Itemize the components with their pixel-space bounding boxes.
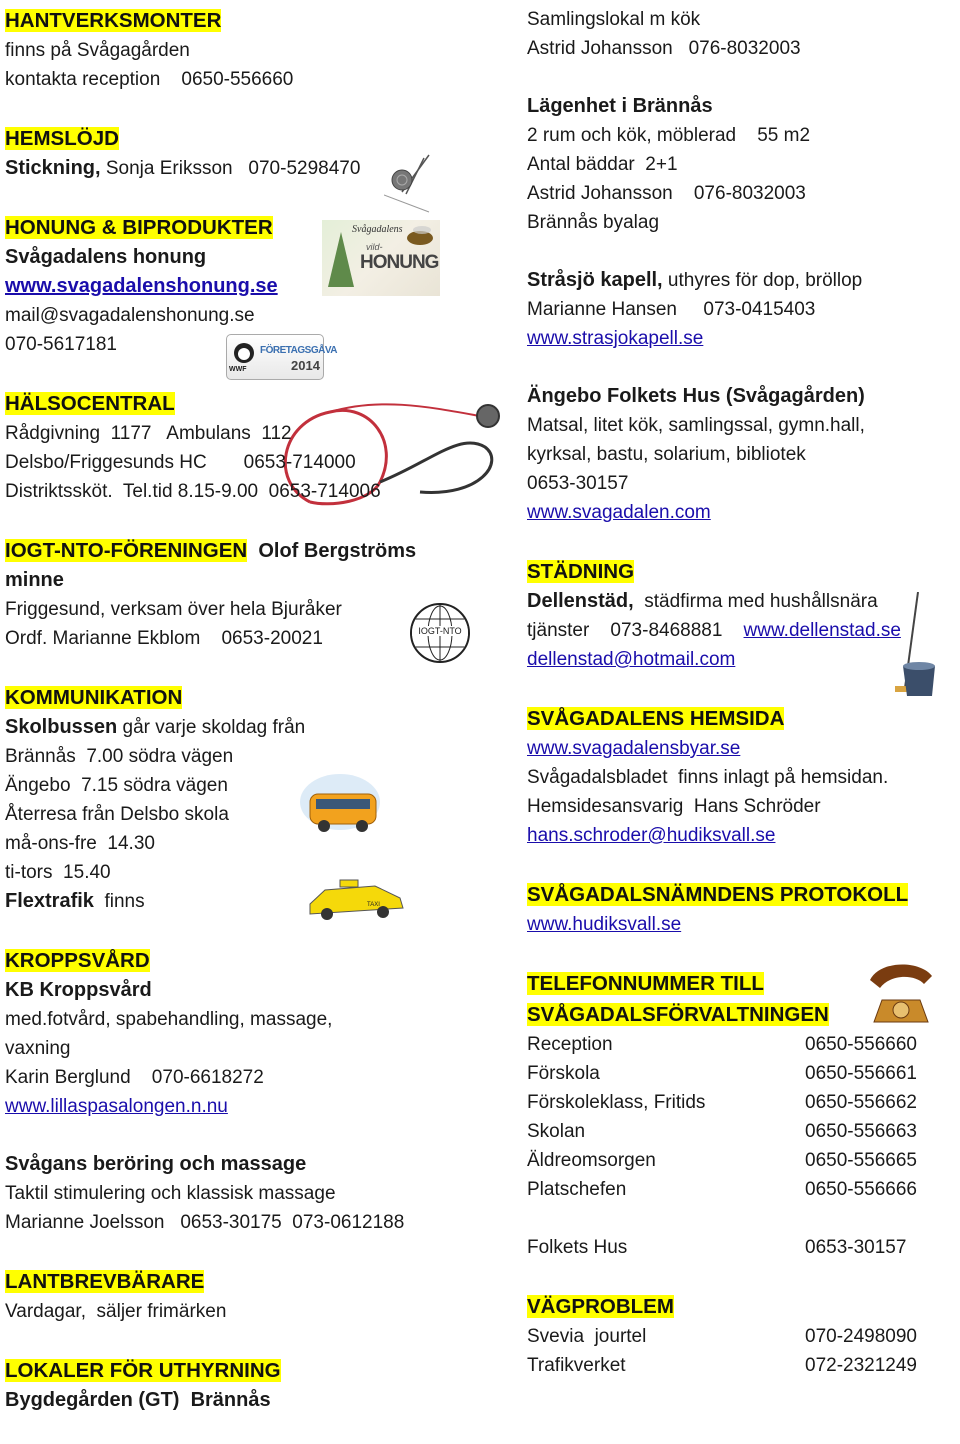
text-line	[527, 208, 957, 237]
text: Bygdegården (GT) Brännås	[5, 1389, 271, 1411]
text: Astrid Johansson 076-8032003	[527, 38, 801, 59]
phone-number: 0650-556660	[805, 1034, 917, 1055]
text-line	[527, 121, 957, 150]
section-iogt-nto-fo-reningen	[5, 535, 475, 653]
text: 2 rum och kök, möblerad 55 m2	[527, 125, 811, 146]
section-va-gproblem	[527, 1291, 957, 1380]
text-line	[5, 713, 475, 742]
text: Svågadalsbladet finns inlagt på hemsidan.	[527, 767, 889, 788]
text: Hemsidesansvarig Hans Schröder	[527, 796, 821, 817]
text: Distriktssköt. Tel.tid 8.15-9.00 0653-714006	[5, 481, 381, 502]
link[interactable]: dellenstad@hotmail.com	[527, 649, 736, 670]
phone-number: 0650-556662	[805, 1092, 917, 1113]
text: Rådgivning 1177 Ambulans 112	[5, 423, 292, 444]
text-line	[527, 999, 957, 1030]
text-line	[527, 1204, 957, 1233]
section-sta-dning	[527, 556, 957, 674]
text: Trafikverket	[527, 1355, 626, 1376]
text-line	[5, 800, 475, 829]
text: Återresa från Delsbo skola	[5, 804, 229, 825]
text-line	[5, 624, 475, 653]
section-samlingslokal-m-ko-k	[527, 5, 957, 63]
section-heading: SVÅGADALSNÄMNDENS PROTOKOLL	[527, 883, 909, 906]
text: Folkets Hus	[527, 1237, 628, 1258]
text: städfirma med hushållsnära	[633, 591, 878, 612]
text: tjänster 073-8468881	[527, 620, 744, 641]
text-line	[5, 1034, 475, 1063]
section-lokaler-fo-r-uthyrning	[5, 1355, 475, 1415]
text: Skolbussen	[5, 716, 118, 738]
left-column	[5, 5, 475, 1444]
text: går varje skoldag från	[117, 717, 306, 738]
phone-number: 0650-556663	[805, 1121, 917, 1142]
text-line	[5, 595, 475, 624]
section-heading: STÄDNING	[527, 560, 635, 583]
section-a-ngebo-folkets-hus-sva-gaga-r	[527, 382, 957, 527]
text-line	[5, 1150, 475, 1179]
text: Platschefen	[527, 1179, 627, 1200]
text: 070-5617181	[5, 334, 117, 355]
text-line	[5, 65, 475, 94]
text: Marianne Hansen 073-0415403	[527, 299, 816, 320]
section-heading: IOGT-NTO-FÖRENINGEN	[5, 539, 248, 562]
text: Karin Berglund 070-6618272	[5, 1067, 264, 1088]
section-stra-sjo-kapell	[527, 266, 957, 353]
text-line	[5, 945, 475, 976]
phone-number: 070-2498090	[805, 1326, 917, 1347]
text-line	[527, 968, 957, 999]
text: Dellenstäd,	[527, 590, 634, 612]
text: finns	[93, 891, 145, 912]
section-telefonnummer-till	[527, 968, 957, 1262]
text-line	[527, 763, 957, 792]
text-line	[5, 448, 475, 477]
section-heading: KROPPSVÅRD	[5, 949, 150, 972]
text-line	[527, 1030, 957, 1059]
text-line	[5, 742, 475, 771]
section-heading: SVÅGADALENS HEMSIDA	[527, 707, 785, 730]
text-line	[527, 1146, 957, 1175]
text-line	[527, 1088, 957, 1117]
text-line	[527, 498, 957, 527]
section-heading: HÄLSOCENTRAL	[5, 392, 175, 415]
text: Brännås byalag	[527, 212, 660, 233]
text: Ordf. Marianne Ekblom 0653-20021	[5, 628, 323, 649]
text-line	[5, 272, 475, 301]
text-line	[5, 771, 475, 800]
text: Matsal, litet kök, samlingssal, gymn.hall,	[527, 415, 865, 436]
text: Olof Bergströms	[247, 540, 417, 562]
text-line	[527, 469, 957, 498]
text-line	[527, 34, 957, 63]
section-hantverksmonter	[5, 5, 475, 94]
text-line	[527, 5, 957, 34]
wwf-gift-text: FÖRETAGSGÅVA	[260, 345, 337, 356]
section-heading: VÄGPROBLEM	[527, 1295, 674, 1318]
phone-number: 0650-556666	[805, 1179, 917, 1200]
text-line	[527, 295, 957, 324]
text-line	[527, 179, 957, 208]
section-kommunikation	[5, 682, 475, 916]
text: Marianne Joelsson 0653-30175 073-0612188	[5, 1212, 405, 1233]
text: Vardagar, säljer frimärken	[5, 1301, 227, 1322]
wwf-year-text: 2014	[291, 358, 320, 373]
text-line	[5, 1063, 475, 1092]
text: må-ons-fre 14.30	[5, 833, 155, 854]
text: Svågans beröring och massage	[5, 1153, 307, 1175]
text-line	[527, 879, 957, 910]
honey-sub-text: vild-	[366, 242, 383, 252]
text-line	[5, 301, 475, 330]
text-line	[527, 821, 957, 850]
text: med.fotvård, spabehandling, massage,	[5, 1009, 333, 1030]
section-lantbrevba-rare	[5, 1266, 475, 1326]
phone-number: 0650-556661	[805, 1063, 917, 1084]
text-line	[5, 243, 475, 272]
text-line	[527, 1059, 957, 1088]
text: Flextrafik	[5, 890, 94, 912]
link[interactable]: www.svagadalen.com	[527, 502, 711, 523]
text-line	[527, 1233, 957, 1262]
text: kontakta reception 0650-556660	[5, 69, 294, 90]
section-heading: TELEFONNUMMER TILL	[527, 972, 764, 995]
section-kroppsva-rd	[5, 945, 475, 1121]
text-line	[5, 36, 475, 65]
honey-brand-text: Svågadalens	[352, 224, 403, 235]
phone-number: 0653-30157	[805, 1237, 907, 1258]
link[interactable]: www.svagadalensbyar.se	[527, 738, 741, 759]
taxi-text: TAXI	[367, 902, 380, 908]
text-line	[527, 645, 957, 674]
text-line	[5, 123, 475, 154]
phone-number: 072-2321249	[805, 1355, 917, 1376]
text: uthyres för dop, bröllop	[662, 270, 863, 291]
text: Delsbo/Friggesunds HC 0653-714000	[5, 452, 356, 473]
text-line	[5, 5, 475, 36]
text-line	[527, 556, 957, 587]
text-line	[5, 477, 475, 506]
text: Samlingslokal m kök	[527, 9, 701, 30]
section-sva-gans-bero-ring-och-massage	[5, 1150, 475, 1237]
text: Lägenhet i Brännås	[527, 95, 713, 117]
text-line	[5, 330, 475, 359]
section-sva-gadalsna-mndens-protokoll	[527, 879, 957, 939]
text-line	[527, 1117, 957, 1146]
text-line	[5, 388, 475, 419]
text: Astrid Johansson 076-8032003	[527, 183, 806, 204]
section-heading: KOMMUNIKATION	[5, 686, 183, 709]
link[interactable]: www.hudiksvall.se	[527, 914, 682, 935]
honey-title-text: HONUNG	[360, 252, 439, 273]
section-heading: HEMSLÖJD	[5, 127, 119, 150]
text-line	[5, 976, 475, 1005]
text-line	[527, 411, 957, 440]
text-line	[5, 1266, 475, 1297]
section-honung-biprodukter	[5, 212, 475, 359]
text-line	[5, 535, 475, 566]
text-line	[5, 419, 475, 448]
text-line	[5, 1092, 475, 1121]
text-line	[527, 1322, 957, 1351]
text: Stråsjö kapell,	[527, 269, 663, 291]
text-line	[5, 1297, 475, 1326]
text-line	[527, 1291, 957, 1322]
text-line	[5, 1005, 475, 1034]
wwf-text: WWF	[229, 366, 247, 373]
section-heading: HONUNG & BIPRODUKTER	[5, 216, 273, 239]
text-line	[527, 150, 957, 179]
text: 0653-30157	[527, 473, 629, 494]
text: Förskoleklass, Fritids	[527, 1092, 706, 1113]
section-heading: SVÅGADALSFÖRVALTNINGEN	[527, 1003, 829, 1026]
text: Ängebo Folkets Hus (Svågagården)	[527, 385, 865, 407]
link[interactable]: www.dellenstad.se	[743, 620, 901, 641]
text-line	[5, 682, 475, 713]
text: mail@svagadalenshonung.se	[5, 305, 255, 326]
text: Äldreomsorgen	[527, 1150, 656, 1171]
link[interactable]: hans.schroder@hudiksvall.se	[527, 825, 776, 846]
text-line	[527, 1351, 957, 1380]
iogt-logo-text: IOGT-NTO	[412, 626, 468, 636]
section-la-genhet-i-bra-nna-s	[527, 92, 957, 237]
text-line	[5, 858, 475, 887]
section-sva-gadalens-hemsida	[527, 703, 957, 850]
text-line	[527, 440, 957, 469]
text-line	[527, 910, 957, 939]
text: Svågadalens honung	[5, 246, 207, 268]
right-column	[527, 5, 957, 1409]
text: Antal bäddar 2+1	[527, 154, 678, 175]
text: finns på Svågagården	[5, 40, 190, 61]
text: Friggesund, verksam över hela Bjuråker	[5, 599, 342, 620]
text-line	[5, 887, 475, 916]
text-line	[527, 1175, 957, 1204]
text-line	[527, 266, 957, 295]
text-line	[5, 1355, 475, 1386]
text: Sonja Eriksson 070-5298470	[100, 158, 361, 179]
text-line	[527, 382, 957, 411]
link[interactable]: www.svagadalenshonung.se	[5, 275, 278, 297]
text-line	[5, 1386, 475, 1415]
text: vaxning	[5, 1038, 71, 1059]
text-line	[5, 1208, 475, 1237]
text: Taktil stimulering och klassisk massage	[5, 1183, 336, 1204]
text-line	[527, 92, 957, 121]
text-line	[527, 587, 957, 616]
text-line	[527, 616, 957, 645]
text-line	[5, 829, 475, 858]
section-heading: LANTBREVBÄRARE	[5, 1270, 205, 1293]
text: ti-tors 15.40	[5, 862, 111, 883]
text-line	[527, 792, 957, 821]
text-line	[5, 1179, 475, 1208]
section-ha-lsocentral	[5, 388, 475, 506]
text-line	[527, 734, 957, 763]
section-heading: LOKALER FÖR UTHYRNING	[5, 1359, 281, 1382]
text-line	[5, 212, 475, 243]
section-heading: HANTVERKSMONTER	[5, 9, 222, 32]
text: Reception	[527, 1034, 613, 1055]
text: Skolan	[527, 1121, 586, 1142]
text: Ängebo 7.15 södra vägen	[5, 775, 228, 796]
text: Svevia jourtel	[527, 1326, 647, 1347]
text: Förskola	[527, 1063, 600, 1084]
text-line	[527, 703, 957, 734]
link[interactable]: www.lillaspasalongen.n.nu	[5, 1096, 228, 1117]
link[interactable]: www.strasjokapell.se	[527, 328, 704, 349]
text: minne	[5, 569, 64, 591]
text: Brännås 7.00 södra vägen	[5, 746, 234, 767]
text-line	[5, 154, 475, 183]
text-line	[527, 324, 957, 353]
phone-number: 0650-556665	[805, 1150, 917, 1171]
text-line	[5, 566, 475, 595]
text: KB Kroppsvård	[5, 979, 152, 1001]
section-hemslo-jd	[5, 123, 475, 183]
text: Stickning,	[5, 157, 101, 179]
text: kyrksal, bastu, solarium, bibliotek	[527, 444, 806, 465]
